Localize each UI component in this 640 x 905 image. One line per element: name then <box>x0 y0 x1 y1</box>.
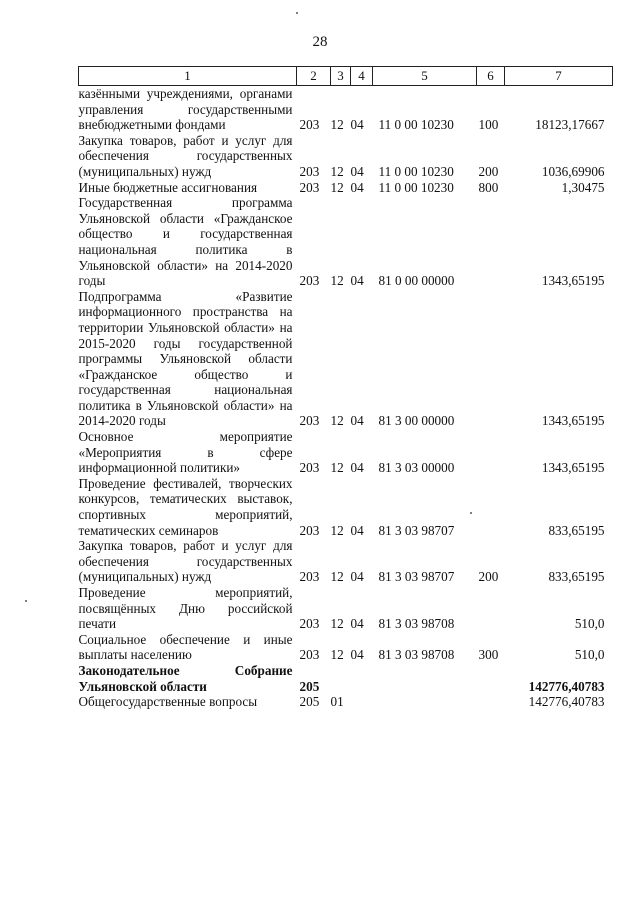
row-col-4: 04 <box>350 117 364 133</box>
row-col-7: 1343,65195 <box>541 413 605 429</box>
header-col-6: 6 <box>477 67 505 86</box>
header-col-5: 5 <box>373 67 477 86</box>
row-col-2: 203 <box>299 647 320 663</box>
scan-speck <box>296 12 298 14</box>
row-col-4: 04 <box>350 569 364 585</box>
row-col-3: 12 <box>330 460 344 476</box>
row-col-2: 203 <box>299 117 320 133</box>
row-col-7: 1,30475 <box>561 179 605 195</box>
row-col-7: 510,0 <box>574 616 605 632</box>
row-col-4: 04 <box>350 460 364 476</box>
row-description: казёнными учреждениями, органами управления государственными внебюджетными фондами <box>78 86 293 133</box>
row-col-6 <box>477 195 505 289</box>
table-row <box>79 429 613 476</box>
row-col-5: 11 0 00 10230 <box>378 179 454 195</box>
row-col-2: 203 <box>299 569 320 585</box>
row-description: Проведение фестивалей, творческих конкурсов, тематических выставок, спортивных мероприятий, тематических семинаров <box>78 475 293 538</box>
row-col-5: 81 3 03 98708 <box>378 616 455 632</box>
row-col-6: 100 <box>478 117 499 133</box>
row-col-5: 11 0 00 10230 <box>378 117 454 133</box>
row-col-3: 12 <box>330 616 344 632</box>
table-row <box>79 694 613 710</box>
row-col-3 <box>331 663 351 694</box>
row-col-7: 1343,65195 <box>541 460 605 476</box>
row-col-3: 12 <box>330 273 344 289</box>
row-col-3: 12 <box>330 647 344 663</box>
table-row <box>79 86 613 133</box>
row-col-6 <box>477 289 505 429</box>
table-row <box>79 538 613 585</box>
row-description: Основное мероприятие «Мероприятия в сфере информационной политики» <box>78 429 293 476</box>
row-col-7: 142776,40783 <box>528 694 605 710</box>
table-header-row <box>79 67 613 86</box>
row-description: Закупка товаров, работ и услуг для обеспечения государственных (муниципальных) нужд <box>78 538 293 585</box>
page-number: 28 <box>312 34 328 50</box>
table-row <box>79 289 613 429</box>
row-col-2: 203 <box>299 273 320 289</box>
header-col-7: 7 <box>505 67 613 86</box>
table-row <box>79 180 613 196</box>
row-col-6: 200 <box>478 569 499 585</box>
table-row <box>79 133 613 180</box>
row-description: Иные бюджетные ассигнования <box>78 179 258 195</box>
row-col-5: 81 3 03 98708 <box>378 647 455 663</box>
row-col-4 <box>351 663 373 694</box>
row-description: Законодательное Собрание Ульяновской области <box>78 662 293 694</box>
row-col-3: 12 <box>330 569 344 585</box>
row-col-3: 12 <box>330 163 344 179</box>
scan-speck <box>470 512 472 514</box>
row-col-4: 04 <box>350 273 364 289</box>
table-row <box>79 476 613 538</box>
row-col-6 <box>477 663 505 694</box>
row-col-4: 04 <box>350 179 364 195</box>
header-col-3: 3 <box>331 67 351 86</box>
table-row <box>79 585 613 632</box>
row-col-5 <box>373 663 477 694</box>
header-col-2: 2 <box>297 67 331 86</box>
row-col-2: 203 <box>299 179 320 195</box>
row-description: Общегосударственные вопросы <box>78 694 258 710</box>
row-col-6: 300 <box>478 647 499 663</box>
row-col-6: 200 <box>478 163 499 179</box>
row-col-2: 203 <box>299 460 320 476</box>
row-col-3: 12 <box>330 179 344 195</box>
row-description: Проведение мероприятий, посвящённых Дню российской печати <box>78 585 293 632</box>
row-col-2: 203 <box>299 616 320 632</box>
table-row <box>79 663 613 694</box>
row-col-7: 142776,40783 <box>528 678 605 694</box>
row-col-3: 01 <box>330 694 344 710</box>
row-col-2: 203 <box>299 163 320 179</box>
row-col-2: 205 <box>299 678 320 694</box>
row-col-5: 81 3 03 00000 <box>378 460 455 476</box>
row-col-7: 1343,65195 <box>541 273 605 289</box>
row-col-4: 04 <box>350 616 364 632</box>
scan-speck <box>25 600 27 602</box>
row-col-5: 11 0 00 10230 <box>378 163 454 179</box>
row-description: Закупка товаров, работ и услуг для обеспечения государственных (муниципальных) нужд <box>78 132 293 179</box>
row-col-5: 81 0 00 00000 <box>378 273 455 289</box>
row-col-3: 12 <box>330 117 344 133</box>
row-col-7: 833,65195 <box>548 522 605 538</box>
table-row <box>79 195 613 289</box>
header-col-1: 1 <box>79 67 297 86</box>
row-col-6 <box>477 585 505 632</box>
row-col-2: 205 <box>299 694 320 710</box>
row-col-4: 04 <box>350 163 364 179</box>
header-col-4: 4 <box>351 67 373 86</box>
row-col-4: 04 <box>350 522 364 538</box>
row-col-7: 510,0 <box>574 647 605 663</box>
row-col-3: 12 <box>330 413 344 429</box>
row-description: Государственная программа Ульяновской области «Гражданское общество и государственная национальная политика в Ульяновской области» на 2014-2020 годы <box>78 195 293 289</box>
row-col-2: 203 <box>299 413 320 429</box>
row-col-4: 04 <box>350 647 364 663</box>
row-col-5: 81 3 03 98707 <box>378 522 455 538</box>
row-col-6: 800 <box>478 179 499 195</box>
row-description: Подпрограмма «Развитие информационного пространства на территории Ульяновской области» на 2015-2020 годы государственной программы Ульяновской области «Гражданское общество и государственная национальная политика в Ульяновской области» на 2014-2020 годы <box>78 288 293 429</box>
row-col-4: 04 <box>350 413 364 429</box>
table-row <box>79 632 613 663</box>
row-col-7: 833,65195 <box>548 569 605 585</box>
row-col-7: 1036,69906 <box>541 163 605 179</box>
row-col-6 <box>477 429 505 476</box>
row-description: Социальное обеспечение и иные выплаты населению <box>78 631 293 663</box>
row-col-5: 81 3 00 00000 <box>378 413 455 429</box>
row-col-5 <box>373 694 477 710</box>
row-col-2: 203 <box>299 522 320 538</box>
row-col-6 <box>477 694 505 710</box>
row-col-3: 12 <box>330 522 344 538</box>
budget-table <box>78 66 613 710</box>
row-col-7: 18123,17667 <box>535 117 605 133</box>
row-col-5: 81 3 03 98707 <box>378 569 455 585</box>
row-col-4 <box>351 694 373 710</box>
row-col-6 <box>477 476 505 538</box>
